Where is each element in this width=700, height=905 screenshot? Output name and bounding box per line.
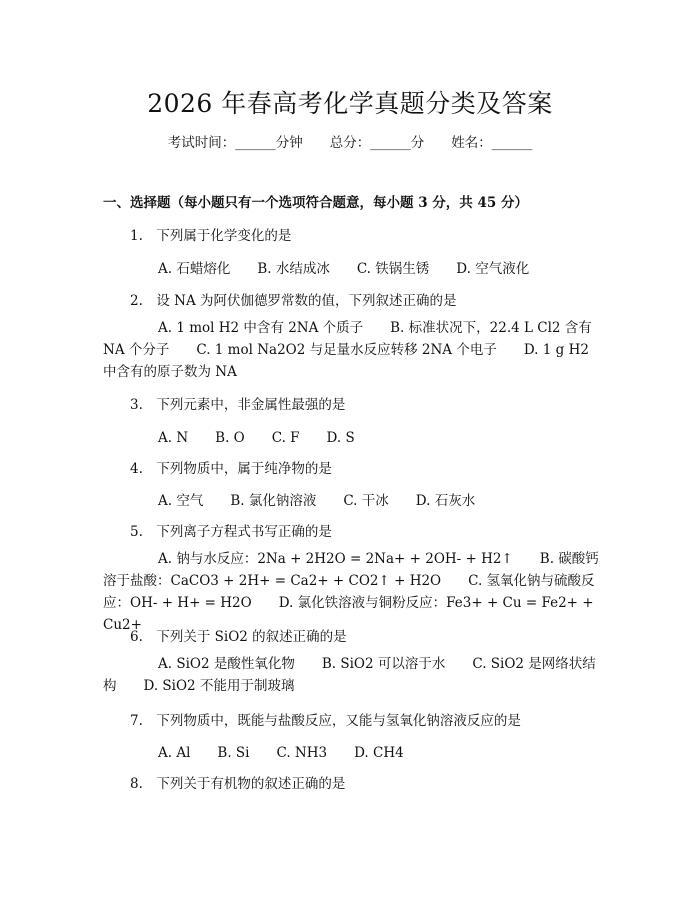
question-options: A. 空气 B. 氯化钠溶液 C. 干冰 D. 石灰水 (158, 493, 476, 509)
question-options: A. N B. O C. F D. S (158, 430, 355, 446)
question-options: A. 钠与水反应：2Na + 2H2O = 2Na+ + 2OH- + H2↑ B. 碳酸钙溶于盐酸：CaCO3 + 2H+ = Ca2+ + CO2↑ + H2O C. 氢氧化钠与硫酸反应：OH- + H+ = H2O D. 氯化铁溶液与铜粉反应：Fe3+ + Cu = Fe2+ + Cu2+ (103, 551, 599, 633)
question-stem: 7. 下列物质中，既能与盐酸反应，又能与氢氧化钠溶液反应的是 (130, 713, 521, 729)
question-options: A. Al B. Si C. NH3 D. CH4 (158, 745, 404, 761)
question-stem: 5. 下列离子方程式书写正确的是 (130, 524, 332, 540)
section-heading: 一、选择题（每小题只有一个选项符合题意，每小题 3 分，共 45 分） (103, 195, 528, 211)
exam-info-line: 考试时间：______分钟 总分：______分 姓名：______ (167, 135, 533, 151)
question-stem: 6. 下列关于 SiO2 的叙述正确的是 (130, 629, 347, 645)
page-title: 2026 年春高考化学真题分类及答案 (147, 89, 553, 118)
question-stem: 3. 下列元素中，非金属性最强的是 (130, 397, 346, 413)
question-stem: 2. 设 NA 为阿伏伽德罗常数的值，下列叙述正确的是 (130, 293, 457, 309)
question-options: A. SiO2 是酸性氧化物 B. SiO2 可以溶于水 C. SiO2 是网络状结构 D. SiO2 不能用于制玻璃 (103, 656, 596, 694)
question-stem: 1. 下列属于化学变化的是 (130, 228, 292, 244)
question-options: A. 石蜡熔化 B. 水结成冰 C. 铁锅生锈 D. 空气液化 (158, 261, 530, 277)
question-options: A. 1 mol H2 中含有 2NA 个质子 B. 标准状况下，22.4 L Cl2 含有 NA 个分子 C. 1 mol Na2O2 与足量水反应转移 2NA 个电子 D. 1 g H2 中含有的原子数为 NA (103, 320, 592, 380)
question-stem: 4. 下列物质中，属于纯净物的是 (130, 461, 332, 477)
question-stem: 8. 下列关于有机物的叙述正确的是 (130, 776, 346, 792)
